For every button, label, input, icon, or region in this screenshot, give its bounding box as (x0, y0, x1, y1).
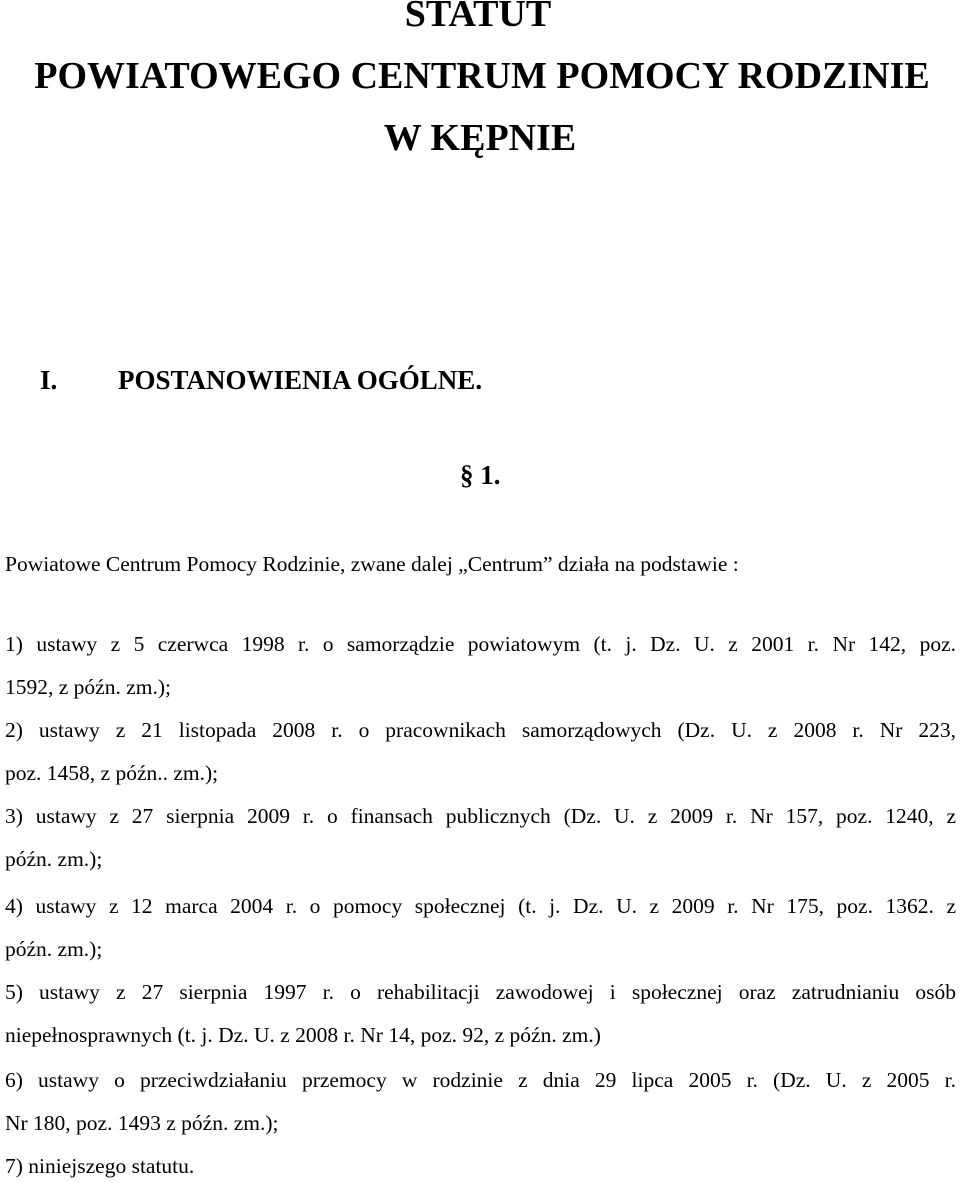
legal-basis-line: 2) ustawy z 21 listopada 2008 r. o pracownikach samorządowych (Dz. U. z 2008 r. Nr 223, (5, 718, 956, 742)
institution-name: POWIATOWEGO CENTRUM POMOCY RODZINIE (34, 55, 930, 97)
legal-basis-line: 4) ustawy z 12 marca 2004 r. o pomocy społecznej (t. j. Dz. U. z 2009 r. Nr 175, poz. 1362. z (5, 894, 956, 918)
paragraph-intro: Powiatowe Centrum Pomocy Rodzinie, zwane dalej „Centrum” działa na podstawie : (5, 552, 739, 576)
paragraph-mark: § 1. (460, 460, 501, 490)
legal-basis-line: Nr 180, poz. 1493 z późn. zm.); (5, 1111, 279, 1135)
legal-basis-line: 7) niniejszego statutu. (5, 1154, 195, 1178)
legal-basis-line: 3) ustawy z 27 sierpnia 2009 r. o finansach publicznych (Dz. U. z 2009 r. Nr 157, poz. 1240, z (5, 804, 956, 828)
section-number: I. (40, 365, 58, 395)
legal-basis-line: 6) ustawy o przeciwdziałaniu przemocy w rodzinie z dnia 29 lipca 2005 r. (Dz. U. z 2005 r. (5, 1068, 956, 1092)
section-heading (40, 363, 482, 397)
legal-basis-line: późn. zm.); (5, 847, 103, 871)
legal-basis-line: późn. zm.); (5, 937, 103, 961)
legal-basis-line: poz. 1458, z późn.. zm.); (5, 761, 219, 785)
legal-basis-line: niepełnosprawnych (t. j. Dz. U. z 2008 r. Nr 14, poz. 92, z późn. zm.) (5, 1023, 601, 1047)
document-title: STATUT (404, 0, 552, 35)
legal-basis-line: 5) ustawy z 27 sierpnia 1997 r. o rehabilitacji zawodowej i społecznej oraz zatrudnianiu osób (5, 980, 956, 1004)
legal-basis-line: 1592, z późn. zm.); (5, 675, 171, 699)
section-title: POSTANOWIENIA OGÓLNE. (118, 365, 483, 395)
institution-location: W KĘPNIE (383, 117, 577, 159)
legal-basis-line: 1) ustawy z 5 czerwca 1998 r. o samorządzie powiatowym (t. j. Dz. U. z 2001 r. Nr 142, poz. (5, 632, 956, 656)
